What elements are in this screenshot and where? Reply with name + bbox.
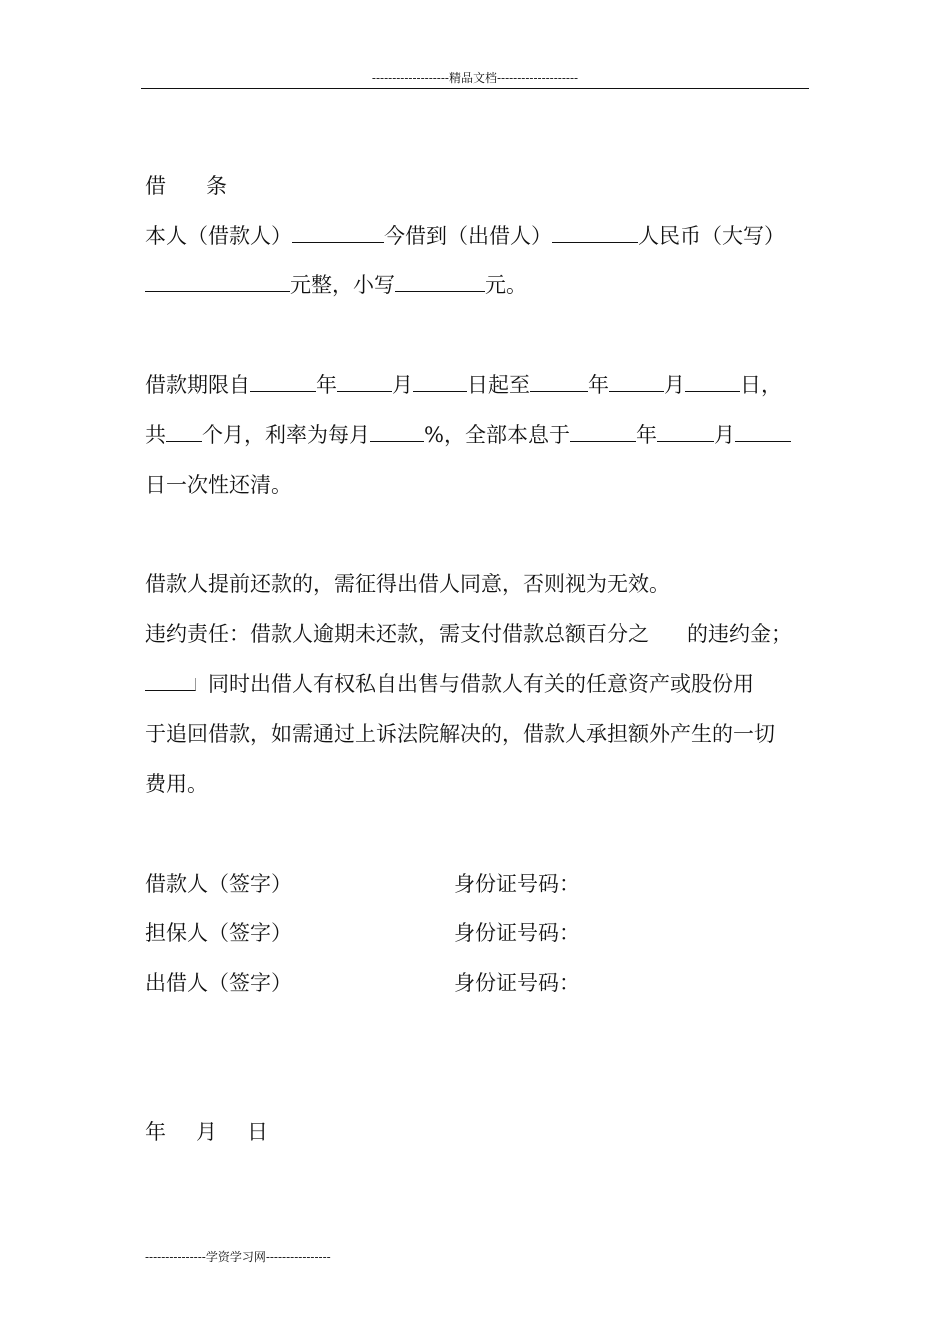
lender-label: 今借到（出借人） — [384, 224, 552, 248]
date-month: 月 — [196, 1120, 217, 1144]
p3-line-3 — [145, 671, 754, 697]
term-label: 借款期限自 — [145, 373, 250, 397]
repay-label: %，全部本息于 — [424, 423, 570, 447]
title-char-2: 条 — [206, 174, 227, 198]
amount-lower-label: 元整，小写 — [290, 273, 395, 297]
end-year-label: 年 — [588, 373, 609, 397]
penalty-unit: 的违约金； — [687, 622, 792, 646]
start-month-label: 月 — [392, 373, 413, 397]
p2-line-1 — [145, 372, 782, 398]
rate-blank — [370, 423, 424, 442]
penalty-blank — [145, 678, 196, 691]
signature-row-lender — [145, 970, 580, 996]
penalty-label: 违约责任：借款人逾期未还款，需支付借款总额百分之 — [145, 622, 649, 646]
date-year: 年 — [145, 1120, 166, 1144]
total-label: 共 — [145, 423, 166, 447]
amount-upper-label: 人民币（大写） — [638, 224, 785, 248]
p3-line-4: 于追回借款，如需通过上诉法院解决的，借款人承担额外产生的一切 — [145, 722, 775, 746]
header-rule — [141, 88, 809, 89]
amount-unit: 元。 — [485, 273, 527, 297]
start-day-label: 日起至 — [467, 373, 530, 397]
amount-upper-blank — [145, 273, 290, 292]
title-char-1: 借 — [145, 174, 166, 198]
lender-blank — [552, 224, 638, 243]
p3-line-2 — [145, 621, 792, 647]
start-year-label: 年 — [316, 373, 337, 397]
p1-line-2 — [145, 272, 527, 298]
lender-id-label: 身份证号码： — [454, 971, 580, 995]
guarantor-signature-label: 担保人（签字） — [145, 921, 292, 945]
start-month-blank — [337, 373, 392, 392]
date-day: 日 — [247, 1120, 268, 1144]
end-day-blank — [685, 373, 740, 392]
repay-day-blank — [735, 423, 791, 442]
page-footer: ---------------学资学习网---------------- — [145, 1250, 331, 1264]
signature-row-guarantor — [145, 920, 580, 946]
document-title — [145, 173, 227, 199]
end-month-label: 月 — [664, 373, 685, 397]
borrower-blank — [292, 224, 384, 243]
lender-signature-label: 出借人（签字） — [145, 971, 292, 995]
repay-month-blank — [657, 423, 714, 442]
signature-row-borrower — [145, 871, 580, 897]
borrower-signature-label: 借款人（签字） — [145, 872, 292, 896]
end-month-blank — [609, 373, 664, 392]
months-blank — [166, 423, 202, 442]
repay-year-label: 年 — [635, 423, 657, 447]
borrower-label: 本人（借款人） — [145, 224, 292, 248]
p1-line-1 — [145, 223, 785, 249]
start-year-blank — [250, 373, 316, 392]
p3-line-3-text: 同时出借人有权私自出售与借款人有关的任意资产或股份用 — [208, 672, 754, 696]
p2-line-3 — [145, 472, 292, 498]
borrower-id-label: 身份证号码： — [454, 872, 580, 896]
rate-label: 个月，利率为每月 — [202, 423, 370, 447]
date-line — [145, 1119, 268, 1145]
p3-line-5: 费用。 — [145, 772, 208, 796]
guarantor-id-label: 身份证号码： — [454, 921, 580, 945]
repay-year-blank — [570, 423, 636, 442]
start-day-blank — [413, 373, 467, 392]
end-day-label: 日， — [740, 373, 782, 397]
p2-line-2 — [145, 422, 791, 448]
end-year-blank — [530, 373, 588, 392]
repay-month-label: 月 — [713, 423, 735, 447]
page-header: -------------------精品文档-------------------- — [371, 71, 579, 85]
repay-day-label: 日一次性还清。 — [145, 473, 292, 497]
p3-line-1: 借款人提前还款的，需征得出借人同意，否则视为无效。 — [145, 572, 670, 596]
amount-lower-blank — [395, 273, 485, 292]
